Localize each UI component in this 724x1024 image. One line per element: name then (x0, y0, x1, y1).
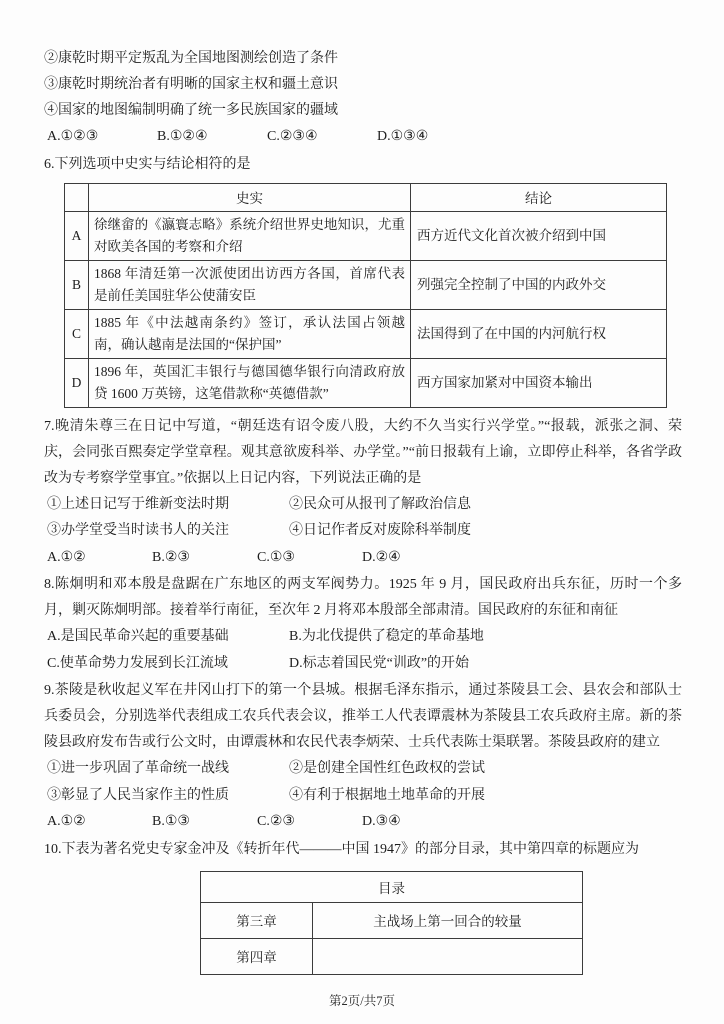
q9-answer-row (44, 809, 682, 836)
q7-option-4: ④日记作者反对废除科举制度 (289, 523, 471, 538)
q8-stem: 8.陈炯明和邓本殷是盘踞在广东地区的两支军阀势力。1925 年 9 月，国民政府出兵东征，历时一个多月，剿灭陈炯明部。接着举行南征，至次年 2 月将邓本殷部全部肃清。国民政府的东征和南征 (44, 577, 682, 618)
toc-chapter-3-title: 主战场上第一回合的较量 (313, 902, 583, 938)
q7-answer-row (44, 545, 682, 572)
question-5-block (44, 46, 682, 151)
question-8-block (44, 572, 682, 677)
q6-stem: 6.下列选项中史实与结论相符的是 (44, 156, 251, 172)
toc-chapter-4-label: 第四章 (201, 938, 313, 974)
q9-option-1: ①进一步巩固了革命统一战线 (47, 761, 229, 776)
q9-option-2: ②是创建全国性红色政权的尝试 (289, 761, 485, 776)
q6-header-conclusion: 结论 (411, 183, 667, 211)
toc-title: 目录 (201, 871, 583, 902)
page-footer (0, 991, 724, 1009)
q9-answer-d: D.③④ (362, 814, 401, 829)
q9-option-3: ③彰显了人民当家作主的性质 (47, 787, 229, 803)
question-7-block (44, 414, 682, 572)
q6-header-blank (65, 183, 89, 211)
q8-option-d: D.标志着国民党“训政”的开始 (289, 655, 470, 671)
q5-answer-a: A.①②③ (47, 129, 99, 144)
q7-answer-c: C.①③ (257, 549, 295, 565)
q5-answer-row (44, 124, 682, 151)
toc-row-chapter-3 (201, 902, 583, 938)
q7-option-2: ②民众可从报刊了解政治信息 (289, 496, 471, 512)
q6-row-d-label: D (65, 358, 89, 407)
q7-options (44, 492, 682, 545)
q6-row-b-conclusion: 列强完全控制了中国的内政外交 (411, 260, 667, 309)
q6-table-row-c (65, 309, 667, 358)
q7-option-1: ①上述日记写于维新变法时期 (47, 496, 229, 512)
q6-row-c-label: C (65, 309, 89, 358)
q8-options (44, 624, 682, 677)
toc-header-row (201, 871, 583, 902)
q6-row-b-fact: 1868 年清廷第一次派使团出访西方各国，首席代表是前任美国驻华公使蒲安臣 (89, 260, 411, 309)
q8-option-a: A.是国民革命兴起的重要基础 (47, 629, 229, 644)
q9-answer-c: C.②③ (257, 814, 295, 829)
toc-row-chapter-4 (201, 938, 583, 974)
q6-row-b-label: B (65, 260, 89, 309)
q6-table-header-row (65, 183, 667, 211)
question-6-block (44, 152, 682, 408)
q6-row-a-fact: 徐继畲的《瀛寰志略》系统介绍世界史地知识，尤重对欧美各国的考察和介绍 (89, 211, 411, 260)
q6-row-c-conclusion: 法国得到了在中国的内河航行权 (411, 309, 667, 358)
toc-chapter-3-label: 第三章 (201, 902, 313, 938)
toc-chapter-4-title (313, 938, 583, 974)
q6-row-d-conclusion: 西方国家加紧对中国资本输出 (411, 358, 667, 407)
q6-row-c-fact: 1885 年《中法越南条约》签订，承认法国占领越南，确认越南是法国的“保护国” (89, 309, 411, 358)
q6-header-fact: 史实 (89, 183, 411, 211)
page-number: 第2页/共7页 (329, 994, 395, 1008)
q7-stem: 7.晚清朱尊三在日记中写道，“朝廷迭有诏令废八股，大约不久当实行兴学堂。”“报载，派张之洞、荣庆，会同张百熙奏定学堂章程。观其意欲废科举、办学堂。”“前日报载有上谕，立即停止科举，各省学政改为专考察学堂事宜。”依据以上日记内容，下列说法正确的是 (44, 418, 682, 486)
q5-answer-d: D.①③④ (377, 129, 429, 144)
q6-table-row-d (65, 358, 667, 407)
q9-answer-b: B.①③ (152, 814, 190, 829)
q5-option-4: ④国家的地图编制明确了统一多民族国家的疆域 (44, 103, 338, 118)
q9-stem: 9.茶陵是秋收起义军在井冈山打下的第一个县城。根据毛泽东指示，通过茶陵县工会、县农会和部队士兵委员会，分别选举代表组成工农兵代表会议，推举工人代表谭震林为茶陵县工农兵政府主席。新的茶陵县政府发布告或行公文时，由谭震林和农民代表李炳荣、士兵代表陈士渠联署。茶陵县政府的建立 (44, 683, 682, 750)
q6-table-row-b (65, 260, 667, 309)
q7-option-3: ③办学堂受当时读书人的关注 (47, 523, 229, 538)
q10-toc-table (200, 871, 583, 975)
question-10-block (44, 837, 682, 975)
q9-option-4: ④有利于根据地土地革命的开展 (289, 787, 485, 803)
q8-option-c: C.使革命势力发展到长江流域 (47, 655, 228, 671)
q5-option-3: ③康乾时期统治者有明晰的国家主权和疆土意识 (44, 77, 338, 92)
q9-options (44, 756, 682, 809)
q6-row-d-fact: 1896 年，英国汇丰银行与德国德华银行向清政府放贷 1600 万英镑，这笔借款称“英德借款” (89, 358, 411, 407)
q8-option-b: B.为北伐提供了稳定的革命基地 (289, 629, 484, 644)
q9-answer-a: A.①② (47, 814, 86, 829)
q7-answer-d: D.②④ (362, 549, 401, 565)
question-9-block (44, 678, 682, 836)
q7-answer-a: A.①② (47, 549, 86, 565)
q7-answer-b: B.②③ (152, 549, 190, 565)
q6-table-row-a (65, 211, 667, 260)
q6-facts-table (64, 183, 667, 408)
q5-option-2: ②康乾时期平定叛乱为全国地图测绘创造了条件 (44, 51, 338, 66)
q6-row-a-conclusion: 西方近代文化首次被介绍到中国 (411, 211, 667, 260)
q5-answer-c: C.②③④ (267, 129, 318, 144)
q10-stem: 10.下表为著名党史专家金冲及《转折年代———中国 1947》的部分目录，其中第四章的标题应为 (44, 841, 639, 857)
q6-row-a-label: A (65, 211, 89, 260)
q5-answer-b: B.①②④ (157, 129, 208, 144)
